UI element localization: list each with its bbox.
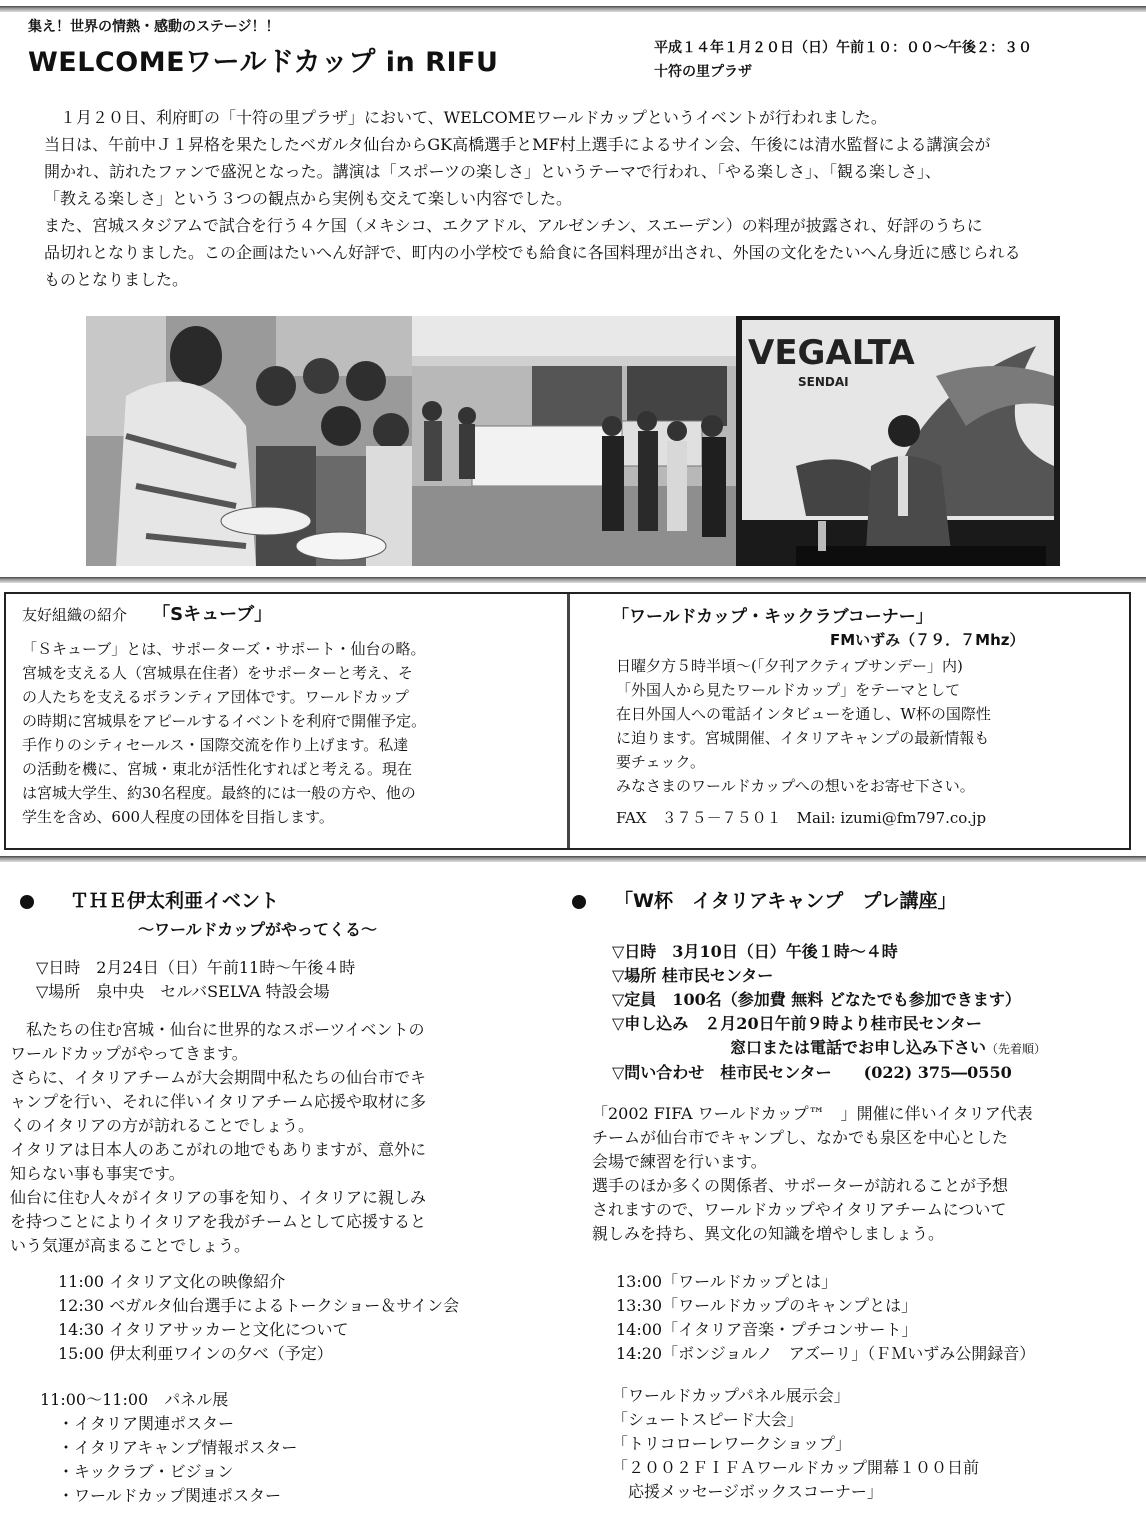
italia-body-line: ワールドカップがやってきます。 [10,1044,248,1063]
kickclub-line: 要チェック。 [616,753,705,771]
italia-body-line: 私たちの住む宮城・仙台に世界的なスポーツイベントの [10,1020,425,1039]
scube-box [22,600,558,829]
scube-line: の人たちを支えるボランティア団体です。ワールドカップ [22,688,409,706]
photo-strip [86,316,1060,566]
page-title: WELCOMEワールドカップ in RIFU [28,47,499,78]
kickclub-box [612,602,1122,830]
camp-body-line: チームが仙台市でキャンプし、なかでも泉区を中心とした [592,1128,1009,1147]
extra-item: 「トリコローレワークショップ」 [612,1434,852,1453]
italia-event-when: ▽日時 2月24日（日）午前11時～午後４時 [36,958,356,977]
schedule-item: 15:00 伊太利亜ワインの夕べ（予定） [58,1344,333,1363]
photo-exhibition-hall [412,316,736,566]
italia-body-line: 仙台に住む人々がイタリアの事を知り、イタリアに親しみ [10,1188,427,1207]
camp-lecture-title: 「W杯 イタリアキャンプ プレ講座」 [614,890,957,912]
extra-item: 「ワールドカップパネル展示会」 [612,1386,850,1405]
scube-line: 宮城を支える人（宮城県在住者）をサポーターと考え、そ [22,664,413,682]
bullet-icon [572,895,586,909]
camp-inquiry: ▽問い合わせ 桂市民センター (022) 375―0550 [612,1063,1012,1082]
scube-label: 友好組織の紹介 [22,606,128,624]
schedule-item: 13:30「ワールドカップのキャンプとは」 [616,1296,918,1315]
camp-detail-note: （先着順） [986,1042,1047,1056]
italia-body-line: を持つことによりイタリアを我がチームとして応援すると [10,1212,427,1231]
panel-title: 11:00～11:00 パネル展 [40,1390,229,1409]
box-divider [567,594,570,848]
camp-body-line: 選手のほか多くの関係者、サポーターが訪れることが予想 [592,1176,1009,1195]
italia-event-section [20,886,560,940]
schedule-item: 14:20「ボンジョルノ アズーリ」（ＦＭいずみ公開録音） [616,1344,1036,1363]
camp-body-line: されますので、ワールドカップやイタリアチームについて [592,1200,1007,1219]
scube-line: 「Ｓキューブ」とは、サポーターズ・サポート・仙台の略。 [22,640,426,658]
panel-item: ・イタリアキャンプ情報ポスター [58,1438,298,1457]
banner-logo-subtext: SENDAI [798,375,849,389]
italia-event-where: ▽場所 泉中央 セルバSELVA 特設会場 [36,982,330,1001]
camp-detail-cont-text: 窓口または電話でお申し込み下さい [730,1038,987,1057]
italia-body-line: くのイタリアの方が訪れることでしょう。 [10,1116,315,1135]
event-meta [654,36,1032,84]
section-rule [0,577,1146,583]
camp-detail: ▽申し込み ２月20日午前９時より桂市民センター [612,1014,982,1033]
kickclub-line: 「外国人から見たワールドカップ」をテーマとして [616,681,961,699]
lead-article [44,104,1124,293]
schedule-item: 14:30 イタリアサッカーと文化について [58,1320,349,1339]
lead-line: ものとなりました。 [44,270,189,289]
camp-lecture-heading [572,886,956,913]
lead-line: また、宮城スタジアムで試合を行う４ケ国（メキシコ、エクアドル、アルゼンチン、スエーデン）の料理が披露され、好評のうちに [44,216,983,235]
italia-body-line: 知らない事も事実です。 [10,1164,185,1183]
camp-lecture-body [592,1102,1033,1246]
kickclub-text [616,654,1122,830]
scube-line: 学生を含め、600人程度の団体を目指します。 [22,808,334,826]
event-date: 平成１４年１月２０日（日）午前１０：００～午後２：３０ [654,40,1032,56]
lead-line: １月２０日、利府町の「十符の里プラザ」において、WELCOMEワールドカップというイベントが行われました。 [44,108,887,127]
italia-body-line: いう気運が高まることでしょう。 [10,1236,251,1255]
scube-line: は宮城大学生、約30名程度。最終的には一般の方や、他の [22,784,416,802]
italia-body-line: ャンプを行い、それに伴いイタリアチーム応援や取材に多 [10,1092,427,1111]
camp-schedule [616,1270,1035,1366]
italia-event-body [10,1018,426,1258]
schedule-item: 12:30 ベガルタ仙台選手によるトークショー＆サイン会 [58,1296,460,1315]
lead-line: 当日は、午前中Ｊ１昇格を果たしたベガルタ仙台からGK高橋選手とMF村上選手によるサイン会、午後には清水監督による講演会が [44,135,991,154]
scube-text [22,637,558,829]
camp-detail: ▽定員 100名（参加費 無料 どなたでも参加できます） [612,990,1021,1009]
kickclub-title: 「ワールドカップ・キックラブコーナー」 [612,607,933,627]
camp-body-line: 親しみを持ち、異文化の知識を増やしましょう。 [592,1224,945,1243]
photo-food-tasting [86,316,412,566]
camp-lecture-details [612,940,1046,1085]
event-venue: 十符の里プラザ [654,64,752,80]
italia-body-line: イタリアは日本人のあこがれの地でもありますが、意外に [10,1140,427,1159]
italia-body-line: さらに、イタリアチームが大会期間中私たちの仙台市でキ [10,1068,427,1087]
lead-line: 品切れとなりました。この企画はたいへん好評で、町内の小学校でも給食に各国料理が出され、外国の文化をたいへん身近に感じられる [44,243,1021,262]
schedule-item: 14:00「イタリア音楽・プチコンサート」 [616,1320,918,1339]
banner-logo-text: VEGALTA [748,333,915,373]
kickclub-contact: FAX ３７５－７５０１ Mail: izumi@fm797.co.jp [616,809,987,827]
lead-line: 「教える楽しさ」という３つの観点から実例も交えて楽しい内容でした。 [44,189,573,208]
panel-item: ・イタリア関連ポスター [58,1414,235,1433]
lead-line: 開かれ、訪れたファンで盛況となった。講演は「スポーツの楽しさ」というテーマで行われ、「やる楽しさ」、「観る楽しさ」、 [44,162,941,181]
panel-item: ・ワールドカップ関連ポスター [58,1486,282,1505]
bullet-icon [20,895,34,909]
photo-lecture [736,316,1060,566]
kickclub-station: FMいずみ（７９．７Mhz） [830,631,1025,649]
section-rule [0,856,1146,862]
scube-line: 手作りのシティセールス・国際交流を作り上げます。私達 [22,736,409,754]
kickclub-line: みなさまのワールドカップへの想いをお寄せ下さい。 [616,777,975,795]
italia-event-heading [20,886,560,913]
header-kicker: 集え！世界の情熱・感動のステージ！！ [28,19,280,35]
extra-item: 応援メッセージボックスコーナー」 [612,1482,883,1501]
scube-line: の活動を機に、宮城・東北が活性化すればと考える。現在 [22,760,413,778]
camp-extras [612,1384,979,1504]
panel-item: ・キックラブ・ビジョン [58,1462,234,1481]
scube-title: 「Sキューブ」 [152,604,273,625]
camp-body-line: 会場で練習を行います。 [592,1152,767,1171]
extra-item: 「２００２ＦＩＦＡワールドカップ開幕１００日前 [612,1458,980,1477]
kickclub-line: 日曜夕方５時半頃～(「夕刊アクティブサンデー」内) [616,657,963,675]
camp-detail: ▽場所 桂市民センター [612,966,774,985]
kickclub-line: 在日外国人への電話インタビューを通し、W杯の国際性 [616,705,991,723]
italia-event-title: ＴＨＥ伊太利亜イベント [70,890,280,912]
schedule-item: 13:00「ワールドカップとは」 [616,1272,838,1291]
kickclub-line: に迫ります。宮城開催、イタリアキャンプの最新情報も [616,729,990,747]
extra-item: 「シュートスピード大会」 [612,1410,803,1429]
italia-event-details [36,956,355,1004]
info-boxes [4,592,1131,850]
top-rule [0,6,1146,12]
scube-line: の時期に宮城県をアピールするイベントを利府で開催予定。 [22,712,427,730]
italia-event-subtitle: ～ワールドカップがやってくる～ [138,920,378,939]
camp-detail: ▽日時 3月10日（日）午後１時～４時 [612,942,898,961]
schedule-item: 11:00 イタリア文化の映像紹介 [58,1272,286,1291]
camp-body-line: 「2002 FIFA ワールドカップ™ 」開催に伴いイタリア代表 [592,1104,1033,1123]
panel-exhibition [40,1388,297,1508]
camp-detail-cont [730,1036,1046,1061]
italia-schedule [58,1270,459,1366]
